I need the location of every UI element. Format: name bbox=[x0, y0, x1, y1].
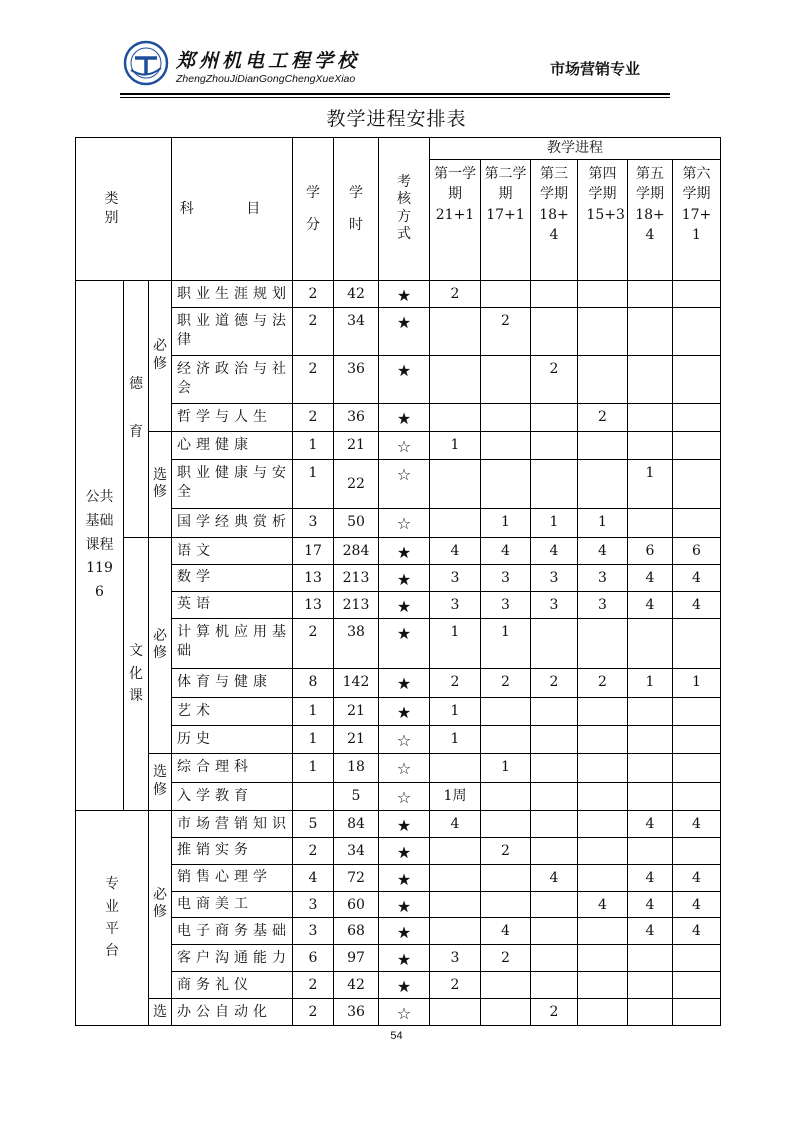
term-cell: 1 bbox=[531, 509, 578, 538]
exam-cell: ★ bbox=[379, 810, 430, 837]
term-cell bbox=[481, 725, 531, 753]
term-cell: 1周 bbox=[430, 782, 481, 810]
term-cell: 2 bbox=[481, 837, 531, 864]
term-cell: 3 bbox=[531, 591, 578, 618]
term-cell: 4 bbox=[578, 891, 628, 918]
term-cell: 3 bbox=[430, 591, 481, 618]
group-specialty-elective: 选 bbox=[149, 999, 172, 1026]
table-row bbox=[76, 945, 721, 972]
term-cell bbox=[673, 945, 721, 972]
term-cell bbox=[430, 356, 481, 404]
term-cell bbox=[628, 509, 673, 538]
term-cell bbox=[673, 460, 721, 509]
term-cell: 4 bbox=[628, 564, 673, 591]
exam-cell: ☆ bbox=[379, 432, 430, 460]
hours-cell: 68 bbox=[334, 918, 379, 945]
hours-cell: 42 bbox=[334, 972, 379, 999]
header-rule bbox=[120, 93, 670, 95]
term-cell: 4 bbox=[430, 538, 481, 565]
term-cell bbox=[531, 404, 578, 432]
exam-cell: ★ bbox=[379, 668, 430, 697]
term-cell bbox=[481, 891, 531, 918]
term-cell bbox=[430, 891, 481, 918]
term-cell bbox=[628, 356, 673, 404]
term-cell: 2 bbox=[481, 308, 531, 356]
credits-cell: 8 bbox=[293, 668, 334, 697]
term-cell bbox=[531, 810, 578, 837]
term-cell bbox=[578, 281, 628, 308]
term-cell bbox=[578, 810, 628, 837]
term-cell: 4 bbox=[673, 864, 721, 891]
table-row bbox=[76, 837, 721, 864]
table-row bbox=[76, 564, 721, 591]
subject-cell: 计算机应用基础 bbox=[172, 618, 293, 668]
group-public-basic: 公共基础课程1196 bbox=[76, 281, 124, 811]
term-cell bbox=[578, 697, 628, 725]
term-cell bbox=[628, 281, 673, 308]
term-cell: 1 bbox=[481, 509, 531, 538]
term-cell: 3 bbox=[481, 591, 531, 618]
term-cell bbox=[481, 810, 531, 837]
term-cell: 4 bbox=[531, 864, 578, 891]
credits-cell: 3 bbox=[293, 509, 334, 538]
term-cell bbox=[578, 945, 628, 972]
group-specialty: 专业平台 bbox=[76, 810, 149, 1025]
group-moral-required: 必修 bbox=[149, 281, 172, 432]
term-cell: 2 bbox=[481, 945, 531, 972]
table-row bbox=[76, 404, 721, 432]
subject-cell: 综合理科 bbox=[172, 753, 293, 782]
term-cell: 1 bbox=[430, 697, 481, 725]
exam-cell: ★ bbox=[379, 281, 430, 308]
term-cell: 1 bbox=[673, 668, 721, 697]
term-cell: 4 bbox=[628, 864, 673, 891]
table-row bbox=[76, 999, 721, 1026]
subject-cell: 哲学与人生 bbox=[172, 404, 293, 432]
term-cell: 3 bbox=[578, 591, 628, 618]
term-cell bbox=[531, 837, 578, 864]
term-cell: 1 bbox=[430, 725, 481, 753]
hours-cell: 38 bbox=[334, 618, 379, 668]
term-cell: 4 bbox=[628, 891, 673, 918]
term-cell bbox=[578, 837, 628, 864]
header-term-3: 第三学期18+4 bbox=[531, 160, 578, 281]
table-row bbox=[76, 356, 721, 404]
subject-cell: 历史 bbox=[172, 725, 293, 753]
subject-cell: 语文 bbox=[172, 538, 293, 565]
term-cell bbox=[673, 725, 721, 753]
term-cell bbox=[531, 972, 578, 999]
term-cell: 2 bbox=[578, 668, 628, 697]
term-cell bbox=[481, 864, 531, 891]
term-cell: 2 bbox=[531, 356, 578, 404]
header-term-6: 第六学期17+1 bbox=[673, 160, 721, 281]
hours-cell: 284 bbox=[334, 538, 379, 565]
term-cell bbox=[673, 618, 721, 668]
term-cell bbox=[673, 356, 721, 404]
term-cell bbox=[628, 725, 673, 753]
credits-cell: 17 bbox=[293, 538, 334, 565]
term-cell bbox=[628, 999, 673, 1026]
exam-cell: ☆ bbox=[379, 460, 430, 509]
term-cell bbox=[628, 945, 673, 972]
hours-cell: 21 bbox=[334, 725, 379, 753]
credits-cell: 1 bbox=[293, 697, 334, 725]
subject-cell: 数学 bbox=[172, 564, 293, 591]
exam-cell: ★ bbox=[379, 564, 430, 591]
term-cell bbox=[628, 782, 673, 810]
term-cell bbox=[578, 432, 628, 460]
term-cell: 4 bbox=[673, 810, 721, 837]
term-cell bbox=[430, 999, 481, 1026]
term-cell: 2 bbox=[430, 972, 481, 999]
term-cell bbox=[481, 972, 531, 999]
term-cell bbox=[481, 697, 531, 725]
schedule-table bbox=[75, 137, 721, 1026]
table-row bbox=[76, 782, 721, 810]
hours-cell: 84 bbox=[334, 810, 379, 837]
credits-cell: 1 bbox=[293, 753, 334, 782]
term-cell bbox=[430, 918, 481, 945]
subject-cell: 英语 bbox=[172, 591, 293, 618]
header-term-5: 第五学期18+4 bbox=[628, 160, 673, 281]
term-cell: 4 bbox=[673, 564, 721, 591]
subject-cell: 客户沟通能力 bbox=[172, 945, 293, 972]
term-cell: 6 bbox=[673, 538, 721, 565]
page-header bbox=[0, 0, 793, 100]
term-cell bbox=[673, 697, 721, 725]
header-credits: 学分 bbox=[293, 138, 334, 281]
table-row bbox=[76, 972, 721, 999]
table-row bbox=[76, 460, 721, 509]
term-cell: 3 bbox=[430, 945, 481, 972]
credits-cell: 2 bbox=[293, 972, 334, 999]
term-cell bbox=[481, 356, 531, 404]
term-cell: 3 bbox=[481, 564, 531, 591]
page-title: 教学进程安排表 bbox=[326, 108, 467, 130]
subject-cell: 心理健康 bbox=[172, 432, 293, 460]
term-cell bbox=[531, 281, 578, 308]
exam-cell: ★ bbox=[379, 538, 430, 565]
hours-cell: 42 bbox=[334, 281, 379, 308]
term-cell: 2 bbox=[578, 404, 628, 432]
exam-cell: ☆ bbox=[379, 782, 430, 810]
exam-cell: ★ bbox=[379, 918, 430, 945]
term-cell bbox=[578, 725, 628, 753]
exam-cell: ☆ bbox=[379, 725, 430, 753]
subject-cell: 办公自动化 bbox=[172, 999, 293, 1026]
exam-cell: ☆ bbox=[379, 999, 430, 1026]
subject-cell: 职业生涯规划 bbox=[172, 281, 293, 308]
term-cell bbox=[578, 753, 628, 782]
group-culture-elective: 选修 bbox=[149, 753, 172, 810]
header-term-2: 第二学期17+1 bbox=[481, 160, 531, 281]
term-cell bbox=[430, 753, 481, 782]
term-cell bbox=[481, 460, 531, 509]
credits-cell: 2 bbox=[293, 837, 334, 864]
subject-cell: 电子商务基础 bbox=[172, 918, 293, 945]
term-cell bbox=[673, 308, 721, 356]
table-row bbox=[76, 725, 721, 753]
term-cell: 3 bbox=[430, 564, 481, 591]
term-cell: 2 bbox=[531, 999, 578, 1026]
hours-cell: 18 bbox=[334, 753, 379, 782]
header-subject: 科 目 bbox=[172, 138, 293, 281]
table-row bbox=[76, 509, 721, 538]
hours-cell: 142 bbox=[334, 668, 379, 697]
exam-cell: ★ bbox=[379, 404, 430, 432]
credits-cell: 2 bbox=[293, 308, 334, 356]
subject-cell: 电商美工 bbox=[172, 891, 293, 918]
term-cell bbox=[531, 753, 578, 782]
exam-cell: ★ bbox=[379, 591, 430, 618]
exam-cell: ★ bbox=[379, 308, 430, 356]
credits-cell: 2 bbox=[293, 618, 334, 668]
subject-cell: 市场营销知识 bbox=[172, 810, 293, 837]
exam-cell: ★ bbox=[379, 891, 430, 918]
exam-cell: ★ bbox=[379, 864, 430, 891]
term-cell bbox=[628, 432, 673, 460]
term-cell: 4 bbox=[578, 538, 628, 565]
term-cell bbox=[481, 281, 531, 308]
term-cell bbox=[430, 509, 481, 538]
term-cell bbox=[531, 618, 578, 668]
table-row bbox=[76, 810, 721, 837]
header-hours: 学时 bbox=[334, 138, 379, 281]
page-number: 54 bbox=[390, 1030, 403, 1042]
subject-cell: 推销实务 bbox=[172, 837, 293, 864]
exam-cell: ★ bbox=[379, 972, 430, 999]
header-rule-thin bbox=[120, 97, 670, 98]
term-cell: 4 bbox=[430, 810, 481, 837]
credits-cell: 13 bbox=[293, 591, 334, 618]
subject-cell: 商务礼仪 bbox=[172, 972, 293, 999]
header-progress: 教学进程 bbox=[430, 138, 721, 160]
term-cell: 4 bbox=[673, 891, 721, 918]
table-row bbox=[76, 618, 721, 668]
term-cell bbox=[531, 460, 578, 509]
hours-cell: 5 bbox=[334, 782, 379, 810]
major-label: 市场营销专业 bbox=[550, 60, 641, 78]
school-name-cn: 郑州机电工程学校 bbox=[176, 50, 361, 72]
term-cell: 2 bbox=[430, 281, 481, 308]
term-cell: 4 bbox=[673, 591, 721, 618]
term-cell bbox=[628, 404, 673, 432]
term-cell bbox=[430, 460, 481, 509]
group-moral-elective: 选修 bbox=[149, 432, 172, 538]
term-cell: 4 bbox=[628, 810, 673, 837]
term-cell: 1 bbox=[578, 509, 628, 538]
term-cell: 4 bbox=[673, 918, 721, 945]
header-term-4: 第四学期15+3 bbox=[578, 160, 628, 281]
term-cell bbox=[481, 432, 531, 460]
header-term-1: 第一学期21+1 bbox=[430, 160, 481, 281]
term-cell bbox=[481, 782, 531, 810]
term-cell bbox=[578, 356, 628, 404]
term-cell: 3 bbox=[531, 564, 578, 591]
hours-cell: 36 bbox=[334, 999, 379, 1026]
hours-cell: 22 bbox=[334, 460, 379, 509]
subject-cell: 入学教育 bbox=[172, 782, 293, 810]
school-logo-icon bbox=[123, 40, 169, 86]
term-cell: 1 bbox=[481, 618, 531, 668]
term-cell bbox=[673, 753, 721, 782]
term-cell bbox=[673, 972, 721, 999]
term-cell bbox=[531, 725, 578, 753]
term-cell bbox=[578, 460, 628, 509]
credits-cell: 1 bbox=[293, 460, 334, 509]
term-cell: 1 bbox=[628, 460, 673, 509]
term-cell: 1 bbox=[628, 668, 673, 697]
table-row bbox=[76, 864, 721, 891]
table-row bbox=[76, 753, 721, 782]
group-moral: 德育 bbox=[124, 281, 149, 538]
term-cell: 4 bbox=[531, 538, 578, 565]
term-cell: 4 bbox=[628, 918, 673, 945]
subject-cell: 经济政治与社会 bbox=[172, 356, 293, 404]
term-cell bbox=[430, 837, 481, 864]
exam-cell: ★ bbox=[379, 945, 430, 972]
subject-cell: 体育与健康 bbox=[172, 668, 293, 697]
term-cell bbox=[430, 308, 481, 356]
credits-cell: 2 bbox=[293, 999, 334, 1026]
credits-cell: 2 bbox=[293, 281, 334, 308]
exam-cell: ★ bbox=[379, 697, 430, 725]
term-cell bbox=[673, 404, 721, 432]
table-row bbox=[76, 308, 721, 356]
credits-cell: 2 bbox=[293, 404, 334, 432]
term-cell: 1 bbox=[430, 618, 481, 668]
term-cell bbox=[531, 308, 578, 356]
exam-cell: ★ bbox=[379, 837, 430, 864]
credits-cell bbox=[293, 782, 334, 810]
credits-cell: 3 bbox=[293, 891, 334, 918]
exam-cell: ☆ bbox=[379, 753, 430, 782]
term-cell bbox=[578, 308, 628, 356]
hours-cell: 213 bbox=[334, 591, 379, 618]
term-cell: 2 bbox=[481, 668, 531, 697]
hours-cell: 50 bbox=[334, 509, 379, 538]
term-cell bbox=[430, 864, 481, 891]
term-cell bbox=[531, 945, 578, 972]
term-cell bbox=[578, 864, 628, 891]
school-name-pinyin: ZhengZhouJiDianGongChengXueXiao bbox=[176, 73, 356, 85]
subject-cell: 国学经典赏析 bbox=[172, 509, 293, 538]
table-row bbox=[76, 697, 721, 725]
group-specialty-required: 必修 bbox=[149, 810, 172, 998]
term-cell bbox=[628, 972, 673, 999]
term-cell bbox=[628, 308, 673, 356]
credits-cell: 5 bbox=[293, 810, 334, 837]
term-cell: 6 bbox=[628, 538, 673, 565]
header-category: 类 别 bbox=[76, 138, 172, 281]
table-row bbox=[76, 432, 721, 460]
term-cell bbox=[531, 697, 578, 725]
term-cell bbox=[628, 618, 673, 668]
hours-cell: 97 bbox=[334, 945, 379, 972]
term-cell bbox=[673, 432, 721, 460]
exam-cell: ★ bbox=[379, 618, 430, 668]
subject-cell: 销售心理学 bbox=[172, 864, 293, 891]
hours-cell: 60 bbox=[334, 891, 379, 918]
term-cell bbox=[531, 432, 578, 460]
term-cell bbox=[628, 697, 673, 725]
term-cell bbox=[481, 404, 531, 432]
hours-cell: 213 bbox=[334, 564, 379, 591]
hours-cell: 21 bbox=[334, 697, 379, 725]
table-row bbox=[76, 918, 721, 945]
table-row bbox=[76, 281, 721, 308]
subject-cell: 职业道德与法律 bbox=[172, 308, 293, 356]
header-exam: 考核方式 bbox=[379, 138, 430, 281]
term-cell bbox=[531, 891, 578, 918]
term-cell: 2 bbox=[531, 668, 578, 697]
term-cell bbox=[673, 782, 721, 810]
term-cell bbox=[673, 837, 721, 864]
group-culture: 文化课 bbox=[124, 538, 149, 811]
credits-cell: 1 bbox=[293, 432, 334, 460]
term-cell bbox=[531, 782, 578, 810]
term-cell bbox=[578, 618, 628, 668]
term-cell: 4 bbox=[628, 591, 673, 618]
hours-cell: 34 bbox=[334, 308, 379, 356]
hours-cell: 34 bbox=[334, 837, 379, 864]
hours-cell: 72 bbox=[334, 864, 379, 891]
hours-cell: 36 bbox=[334, 404, 379, 432]
term-cell: 1 bbox=[430, 432, 481, 460]
term-cell bbox=[578, 918, 628, 945]
table-row bbox=[76, 538, 721, 565]
credits-cell: 13 bbox=[293, 564, 334, 591]
credits-cell: 1 bbox=[293, 725, 334, 753]
term-cell bbox=[578, 999, 628, 1026]
term-cell: 4 bbox=[481, 538, 531, 565]
term-cell: 2 bbox=[430, 668, 481, 697]
table-row bbox=[76, 668, 721, 697]
subject-cell: 职业健康与安全 bbox=[172, 460, 293, 509]
term-cell: 1 bbox=[481, 753, 531, 782]
hours-cell: 21 bbox=[334, 432, 379, 460]
term-cell: 3 bbox=[578, 564, 628, 591]
credits-cell: 3 bbox=[293, 918, 334, 945]
term-cell bbox=[531, 918, 578, 945]
term-cell bbox=[578, 972, 628, 999]
table-row bbox=[76, 891, 721, 918]
term-cell bbox=[673, 509, 721, 538]
term-cell bbox=[430, 404, 481, 432]
subject-cell: 艺术 bbox=[172, 697, 293, 725]
group-culture-required: 必修 bbox=[149, 538, 172, 754]
hours-cell: 36 bbox=[334, 356, 379, 404]
exam-cell: ☆ bbox=[379, 509, 430, 538]
term-cell bbox=[628, 837, 673, 864]
credits-cell: 4 bbox=[293, 864, 334, 891]
term-cell bbox=[578, 782, 628, 810]
term-cell bbox=[628, 753, 673, 782]
table-row bbox=[76, 591, 721, 618]
term-cell bbox=[673, 999, 721, 1026]
credits-cell: 6 bbox=[293, 945, 334, 972]
exam-cell: ★ bbox=[379, 356, 430, 404]
term-cell: 4 bbox=[481, 918, 531, 945]
credits-cell: 2 bbox=[293, 356, 334, 404]
term-cell bbox=[673, 281, 721, 308]
term-cell bbox=[481, 999, 531, 1026]
